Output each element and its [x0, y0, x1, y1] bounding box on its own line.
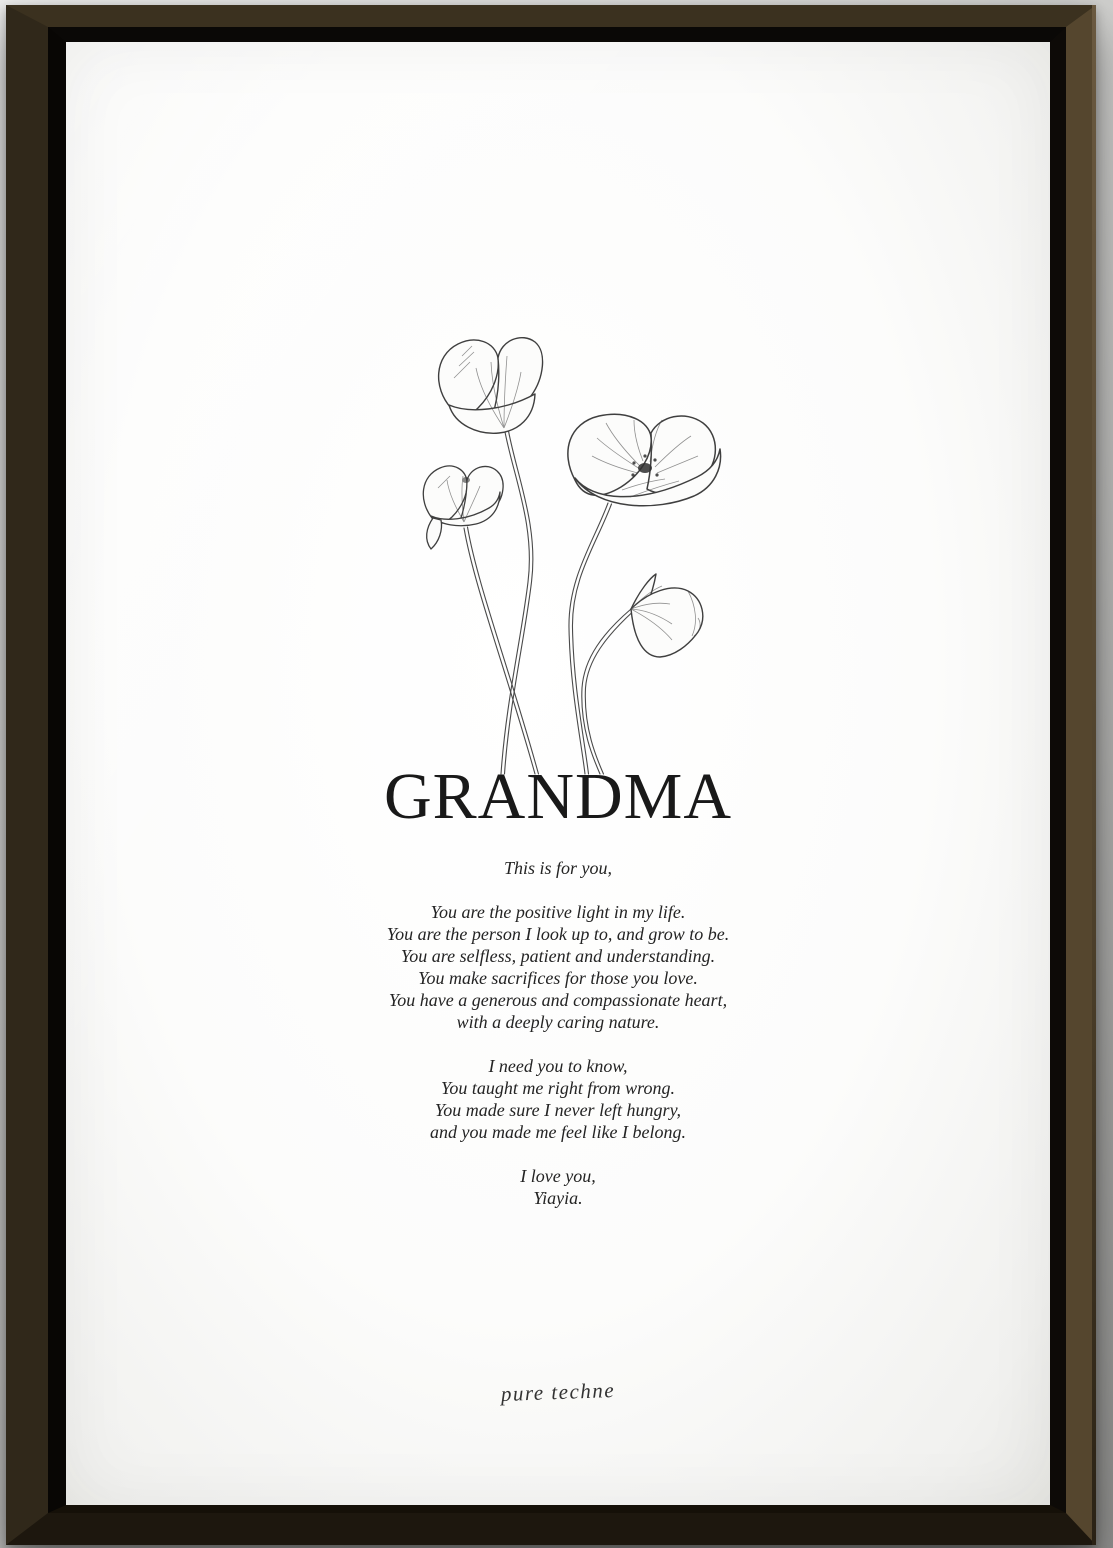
- poster-title: GRANDMA: [383, 760, 733, 833]
- poem-closing: [66, 1165, 1050, 1209]
- poem-line: with a deeply caring nature.: [456, 1012, 660, 1032]
- poem-line: You have a generous and compassionate heart,: [388, 990, 728, 1010]
- poem-dedication: This is for you,: [503, 858, 613, 878]
- frame-inner-shadow: [48, 27, 1066, 1513]
- brand-signature: pure techne: [500, 1378, 616, 1406]
- poem-line: I need you to know,: [488, 1056, 628, 1076]
- poem-stanza-1: [66, 901, 1050, 1033]
- poem-line: You taught me right from wrong.: [440, 1078, 676, 1098]
- poem-line: You make sacrifices for those you love.: [418, 968, 698, 988]
- poem-stanza-2: [66, 1055, 1050, 1143]
- poster-canvas: [66, 42, 1050, 1505]
- picture-frame: [6, 5, 1096, 1545]
- poem-line: You are selfless, patient and understanding.: [400, 946, 716, 966]
- poem-line: You are the positive light in my life.: [430, 902, 686, 922]
- poem-line: Yiayia.: [533, 1188, 583, 1208]
- poppy-flower-1: [439, 338, 543, 434]
- poem-line: You are the person I look up to, and grow to be.: [386, 924, 730, 944]
- poem-line: You made sure I never left hungry,: [434, 1100, 682, 1120]
- poppy-flowers-illustration: [388, 328, 750, 776]
- poem: [66, 857, 1050, 1209]
- poem-line: I love you,: [520, 1166, 596, 1186]
- poem-line: and you made me feel like I belong.: [430, 1122, 686, 1142]
